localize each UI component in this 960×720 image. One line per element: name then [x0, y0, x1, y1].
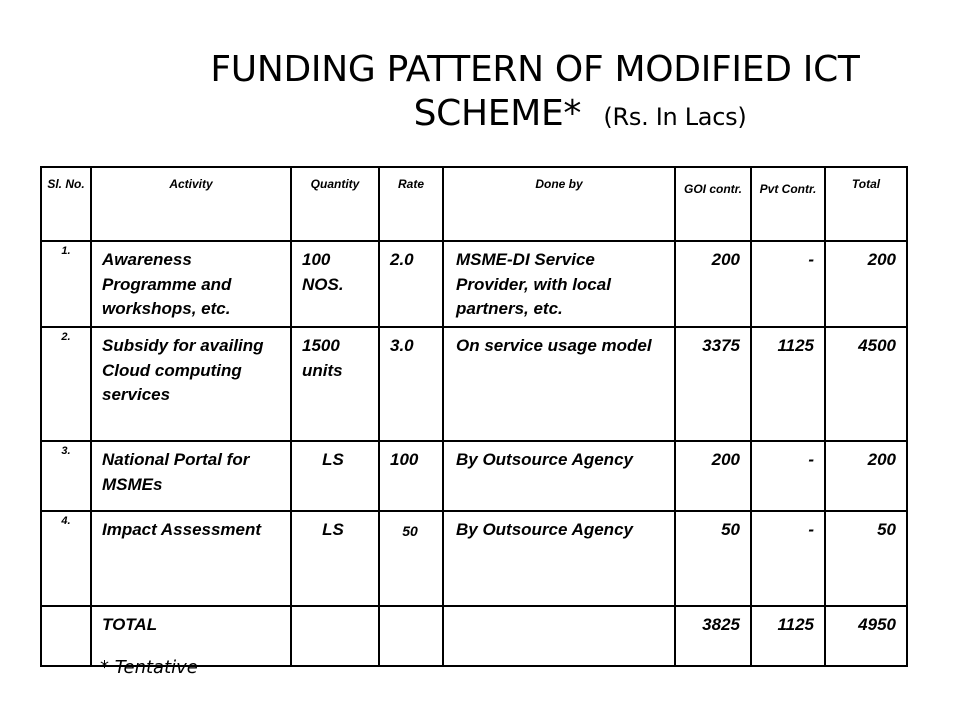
table-row	[41, 327, 907, 441]
cell-goi: 50	[675, 511, 751, 606]
title-line-1: FUNDING PATTERN OF MODIFIED ICT	[210, 49, 860, 90]
title-unit: (Rs. In Lacs)	[603, 102, 747, 131]
header-done-by: Done by	[443, 167, 675, 241]
cell-quantity-empty	[291, 606, 379, 666]
cell-goi: 200	[675, 241, 751, 327]
header-pvt: Pvt Contr.	[751, 167, 825, 241]
cell-total: 200	[825, 241, 907, 327]
funding-table	[40, 166, 908, 667]
cell-rate: 50	[379, 511, 443, 606]
cell-pvt: 1125	[751, 327, 825, 441]
table-header-row	[41, 167, 907, 241]
page-title	[0, 48, 960, 136]
cell-goi: 200	[675, 441, 751, 511]
cell-goi-total: 3825	[675, 606, 751, 666]
cell-done-by: By Outsource Agency	[443, 441, 675, 511]
title-line-2-text: SCHEME*	[413, 92, 582, 134]
cell-pvt-total: 1125	[751, 606, 825, 666]
cell-pvt: -	[751, 241, 825, 327]
footnote: * Tentative	[100, 657, 198, 678]
cell-sl: 2.	[41, 327, 91, 441]
cell-quantity: LS	[291, 511, 379, 606]
header-total: Total	[825, 167, 907, 241]
cell-grand-total: 4950	[825, 606, 907, 666]
table-row	[41, 241, 907, 327]
cell-activity: Impact Assessment	[91, 511, 291, 606]
header-sl: Sl. No.	[41, 167, 91, 241]
cell-total: 50	[825, 511, 907, 606]
cell-quantity: LS	[291, 441, 379, 511]
header-activity: Activity	[91, 167, 291, 241]
cell-rate: 3.0	[379, 327, 443, 441]
table-row	[41, 511, 907, 606]
cell-pvt: -	[751, 441, 825, 511]
cell-rate: 2.0	[379, 241, 443, 327]
header-goi: GOI contr.	[675, 167, 751, 241]
table-row	[41, 441, 907, 511]
cell-activity: Subsidy for availing Cloud computing services	[91, 327, 291, 441]
header-rate: Rate	[379, 167, 443, 241]
cell-total: 200	[825, 441, 907, 511]
cell-done-by: By Outsource Agency	[443, 511, 675, 606]
cell-done-by: On service usage model	[443, 327, 675, 441]
cell-sl-empty	[41, 606, 91, 666]
cell-done-by: MSME-DI Service Provider, with local partners, etc.	[443, 241, 675, 327]
cell-pvt: -	[751, 511, 825, 606]
cell-quantity: 1500 units	[291, 327, 379, 441]
cell-sl: 1.	[41, 241, 91, 327]
cell-rate-empty	[379, 606, 443, 666]
cell-sl: 4.	[41, 511, 91, 606]
cell-total: 4500	[825, 327, 907, 441]
cell-activity: National Portal for MSMEs	[91, 441, 291, 511]
title-line-2	[0, 92, 960, 136]
header-quantity: Quantity	[291, 167, 379, 241]
cell-goi: 3375	[675, 327, 751, 441]
cell-activity: Awareness Programme and workshops, etc.	[91, 241, 291, 327]
cell-rate: 100	[379, 441, 443, 511]
cell-done-by-empty	[443, 606, 675, 666]
cell-sl: 3.	[41, 441, 91, 511]
cell-quantity: 100 NOS.	[291, 241, 379, 327]
cell-total-label: TOTAL	[91, 606, 291, 666]
